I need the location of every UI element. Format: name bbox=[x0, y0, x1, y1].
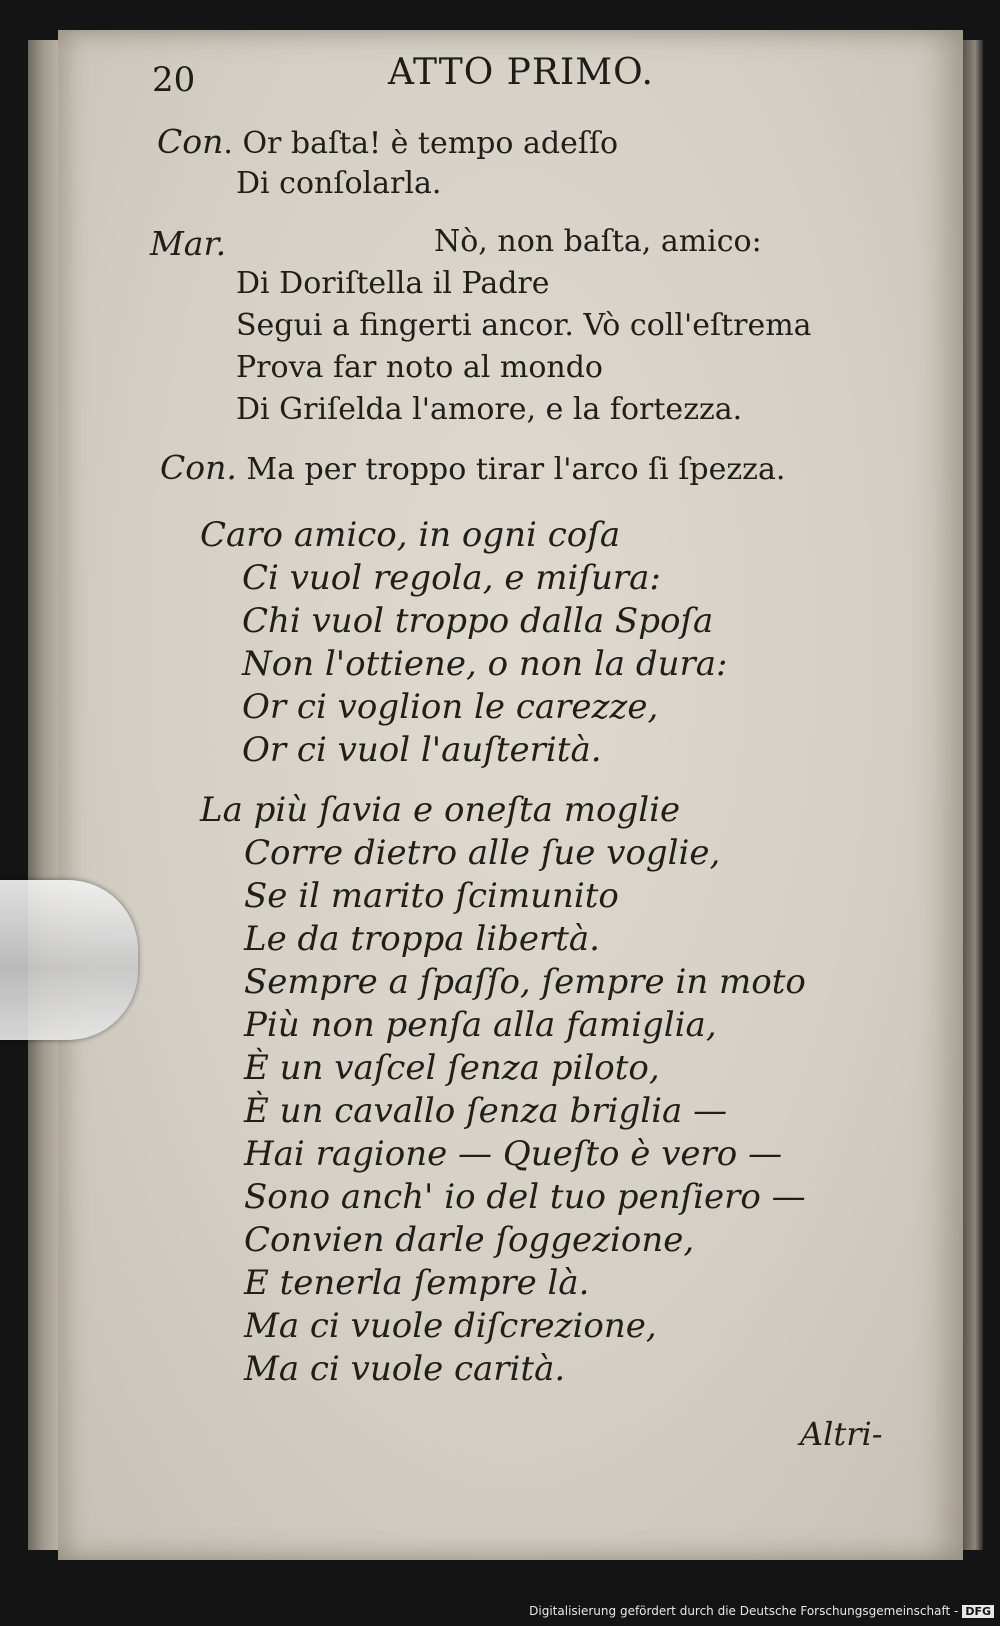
dialogue-line bbox=[236, 166, 441, 201]
dialogue-line bbox=[150, 224, 226, 263]
dfg-logo: DFG bbox=[962, 1605, 994, 1618]
aria-line: Ma ci vuole carità. bbox=[244, 1349, 566, 1389]
dialogue-line bbox=[157, 122, 618, 161]
aria-line: Or ci vuol l'auſterità. bbox=[242, 730, 602, 770]
aria-line: Convien darle ſoggezione, bbox=[244, 1220, 695, 1260]
speaker-label: Con bbox=[157, 122, 224, 161]
dialogue-line bbox=[236, 350, 603, 385]
running-title: ATTO PRIMO. bbox=[388, 52, 654, 93]
aria-line: Sempre a ſpaſſo, ſempre in moto bbox=[244, 962, 806, 1002]
aria-line: E tenerla ſempre là. bbox=[244, 1263, 590, 1303]
aria-line: Or ci voglion le carezze, bbox=[242, 687, 659, 727]
speaker-label: Con. bbox=[160, 448, 237, 487]
aria-line: La più ſavia e oneſta moglie bbox=[200, 790, 681, 830]
dialogue-line bbox=[434, 224, 762, 259]
aria-line: Se il marito ſcimunito bbox=[244, 876, 619, 916]
line-text: Di Doriſtella il Padre bbox=[236, 266, 550, 301]
line-text: Di Griſelda l'amore, e la fortezza. bbox=[236, 392, 743, 427]
dialogue-line bbox=[236, 266, 550, 301]
aria-line: Più non penſa alla famiglia, bbox=[244, 1005, 717, 1045]
line-text: . Or baſta! è tempo adeſſo bbox=[223, 126, 619, 161]
aria-line: È un cavallo ſenza briglia — bbox=[244, 1091, 728, 1131]
aria-line: Le da troppa libertà. bbox=[244, 919, 600, 959]
aria-line: Corre dietro alle ſue voglie, bbox=[244, 833, 721, 873]
line-text: Di conſolarla. bbox=[236, 166, 442, 201]
aria-line: Non l'ottiene, o non la dura: bbox=[242, 644, 728, 684]
dialogue-line bbox=[236, 392, 742, 427]
aria-line: Caro amico, in ogni coſa bbox=[200, 515, 621, 555]
line-text: Prova far noto al mondo bbox=[236, 350, 603, 385]
dialogue-line bbox=[160, 448, 785, 487]
aria-line: Ma ci vuole diſcrezione, bbox=[244, 1306, 657, 1346]
aria-line: Ci vuol regola, e miſura: bbox=[242, 558, 661, 598]
line-text: Ma per troppo tirar l'arco ſi ſpezza. bbox=[246, 452, 786, 487]
line-text: Nò, non baſta, amico: bbox=[434, 224, 762, 259]
digitization-footer bbox=[529, 1604, 994, 1622]
footer-text: Digitalisierung gefördert durch die Deutsche Forschungsgemeinschaft - bbox=[529, 1604, 959, 1618]
aria-line: Chi vuol troppo dalla Spoſa bbox=[242, 601, 714, 641]
speaker-label: Mar. bbox=[150, 224, 227, 263]
aria-line: Sono anch' io del tuo penſiero — bbox=[244, 1177, 806, 1217]
page-number: 20 bbox=[152, 60, 196, 100]
aria-line: Hai ragione — Queſto è vero — bbox=[244, 1134, 783, 1174]
catchword: Altri- bbox=[800, 1415, 883, 1453]
aria-line: È un vaſcel ſenza piloto, bbox=[244, 1048, 660, 1088]
dialogue-line bbox=[236, 308, 812, 343]
page-clip bbox=[0, 880, 138, 1040]
line-text: Segui a fingerti ancor. Vò coll'eſtrema bbox=[236, 308, 812, 343]
